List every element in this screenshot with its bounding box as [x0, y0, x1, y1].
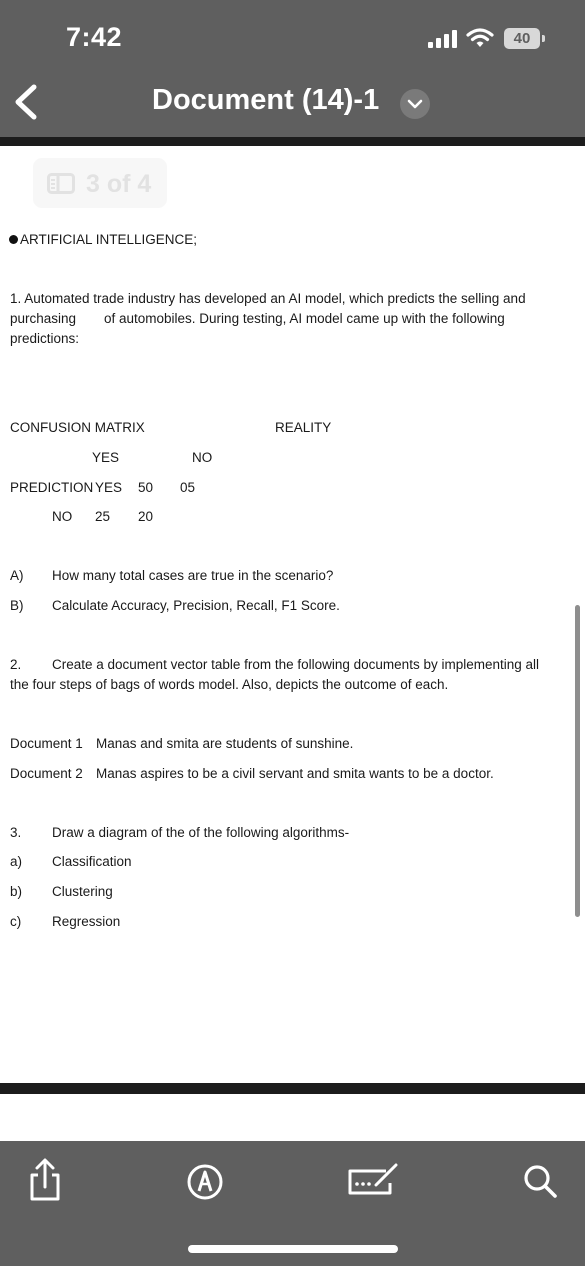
- matrix-title: CONFUSION MATRIX: [10, 420, 145, 435]
- back-button[interactable]: [8, 82, 42, 122]
- matrix-col-yes: YES: [92, 450, 120, 465]
- algo-b-marker: b): [10, 884, 23, 899]
- matrix-col-no: NO: [192, 450, 213, 465]
- algo-b-text: Clustering: [52, 884, 113, 899]
- subq-b-text: Calculate Accuracy, Precision, Recall, F1 Score.: [52, 598, 340, 613]
- page-thumbnail-icon: [47, 173, 75, 194]
- share-button[interactable]: [26, 1157, 64, 1208]
- signature-icon: [346, 1163, 400, 1197]
- q1-line-2b: of automobiles. During testing, AI model came up with the following: [104, 311, 505, 326]
- algo-a-marker: a): [10, 854, 23, 869]
- markup-icon: [186, 1163, 224, 1201]
- q1-line-1: 1. Automated trade industry has developed an AI model, which predicts the selling and: [10, 291, 526, 306]
- q1-line-3: predictions:: [10, 331, 80, 346]
- q3-text: Draw a diagram of the of the following algorithms-: [52, 825, 350, 840]
- matrix-row2-value-2: 20: [138, 509, 154, 524]
- markup-button[interactable]: [186, 1163, 224, 1206]
- cellular-signal-icon: [428, 30, 458, 48]
- matrix-row2-label: NO: [52, 509, 73, 524]
- bottom-divider-band: [0, 1083, 585, 1094]
- matrix-row1-value-1: 50: [138, 480, 154, 495]
- algo-c-marker: c): [10, 914, 22, 929]
- signature-button[interactable]: [346, 1163, 400, 1202]
- wifi-icon: [466, 27, 494, 49]
- matrix-row1-label: YES: [95, 480, 123, 495]
- chevron-left-icon: [8, 82, 42, 122]
- chevron-down-icon: [407, 97, 423, 111]
- document-2-text: Manas aspires to be a civil servant and smita wants to be a doctor.: [96, 766, 494, 781]
- vertical-scrollbar[interactable]: [575, 605, 580, 917]
- battery-nub: [542, 35, 545, 42]
- matrix-row1-value-2: 05: [180, 480, 196, 495]
- matrix-reality-label: REALITY: [275, 420, 332, 435]
- subq-a-text: How many total cases are true in the scenario?: [52, 568, 334, 583]
- section-heading: [9, 232, 197, 248]
- algo-c-text: Regression: [52, 914, 121, 929]
- algo-a-text: Classification: [52, 854, 132, 869]
- bullet-icon: [9, 235, 18, 244]
- document-1-label: Document 1: [10, 736, 83, 751]
- top-bar: [0, 0, 585, 137]
- subq-a-marker: A): [10, 568, 24, 583]
- q2-line-1: Create a document vector table from the following documents by implementing all: [52, 657, 539, 672]
- top-divider-band: [0, 137, 585, 146]
- section-heading-text: ARTIFICIAL INTELLIGENCE;: [20, 232, 198, 247]
- q2-line-2: the four steps of bags of words model. Also, depicts the outcome of each.: [10, 677, 449, 692]
- status-time: 7:42: [66, 22, 123, 52]
- matrix-row2-value-1: 25: [95, 509, 111, 524]
- home-indicator[interactable]: [188, 1245, 398, 1253]
- q2-marker: 2.: [10, 657, 22, 672]
- page-indicator: [33, 158, 167, 208]
- q3-marker: 3.: [10, 825, 22, 840]
- share-icon: [26, 1157, 64, 1203]
- page-indicator-label: 3 of 4: [86, 170, 152, 198]
- battery-indicator: 40: [504, 28, 540, 49]
- subq-b-marker: B): [10, 598, 24, 613]
- matrix-prediction-label: PREDICTION: [10, 480, 94, 495]
- q1-line-2a: purchasing: [10, 311, 77, 326]
- search-icon: [522, 1163, 558, 1199]
- document-2-label: Document 2: [10, 766, 83, 781]
- search-button[interactable]: [522, 1163, 558, 1204]
- document-1-text: Manas and smita are students of sunshine.: [96, 736, 354, 751]
- document-title[interactable]: Document (14)-1: [152, 84, 380, 116]
- title-menu-button[interactable]: [400, 89, 430, 119]
